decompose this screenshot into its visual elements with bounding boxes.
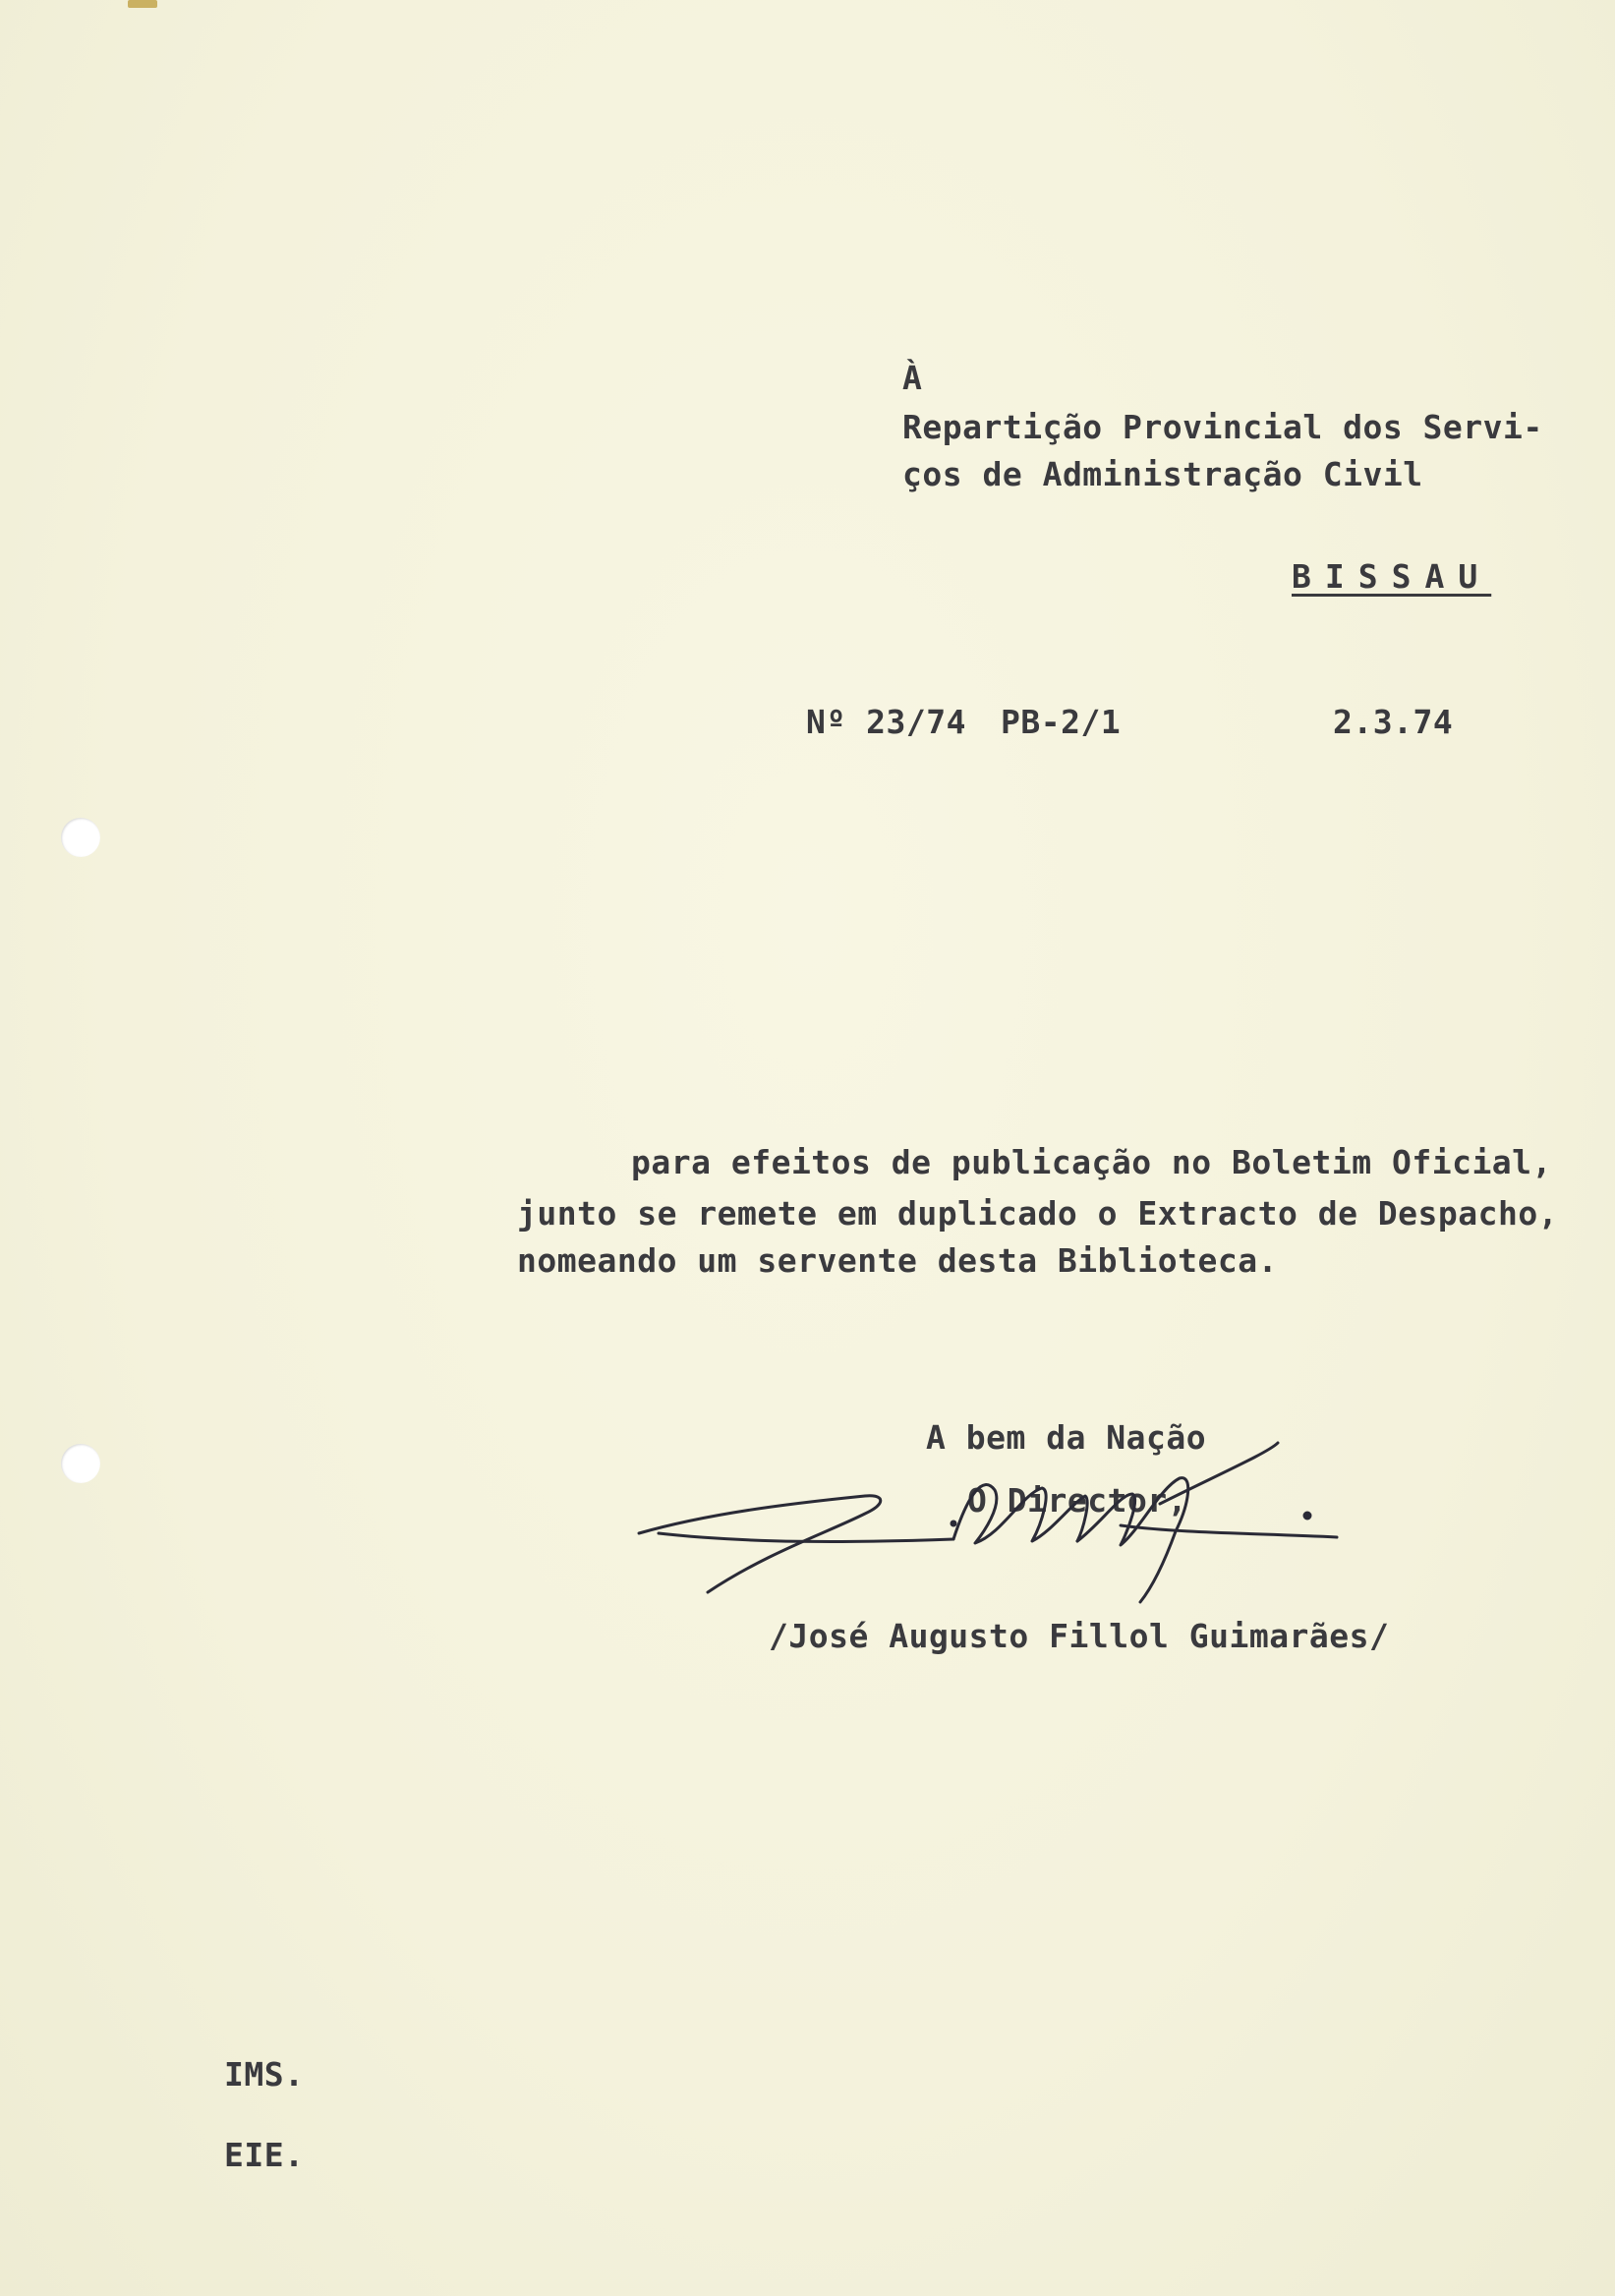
body-line-1: para efeitos de publicação no Boletim Oficial, — [631, 1143, 1552, 1181]
reference-number: Nº 23/74 — [806, 703, 966, 741]
reference-code: PB-2/1 — [1001, 703, 1122, 741]
body-line-3: nomeando um servente desta Biblioteca. — [517, 1241, 1278, 1280]
body-line-2: junto se remete em duplicado o Extracto de Despacho, — [517, 1194, 1559, 1233]
closing-title: O Director, — [967, 1481, 1188, 1520]
closing-salutation: A bem da Nação — [926, 1418, 1207, 1457]
handwritten-signature — [629, 1435, 1356, 1632]
reference-date: 2.3.74 — [1333, 703, 1454, 741]
initials-line-1: IMS. — [224, 2055, 305, 2094]
recipient-prefix: À — [902, 359, 923, 397]
recipient-line-2: ços de Administração Civil — [902, 455, 1423, 493]
recipient-line-1: Repartição Provincial dos Servi- — [902, 408, 1543, 446]
initials-line-2: EIE. — [224, 2136, 305, 2174]
punch-hole-top — [61, 818, 100, 857]
paper-stain — [128, 0, 157, 8]
signatory-name: /José Augusto Fillol Guimarães/ — [769, 1617, 1390, 1655]
punch-hole-bottom — [61, 1444, 100, 1483]
recipient-city: BISSAU — [1292, 557, 1492, 596]
